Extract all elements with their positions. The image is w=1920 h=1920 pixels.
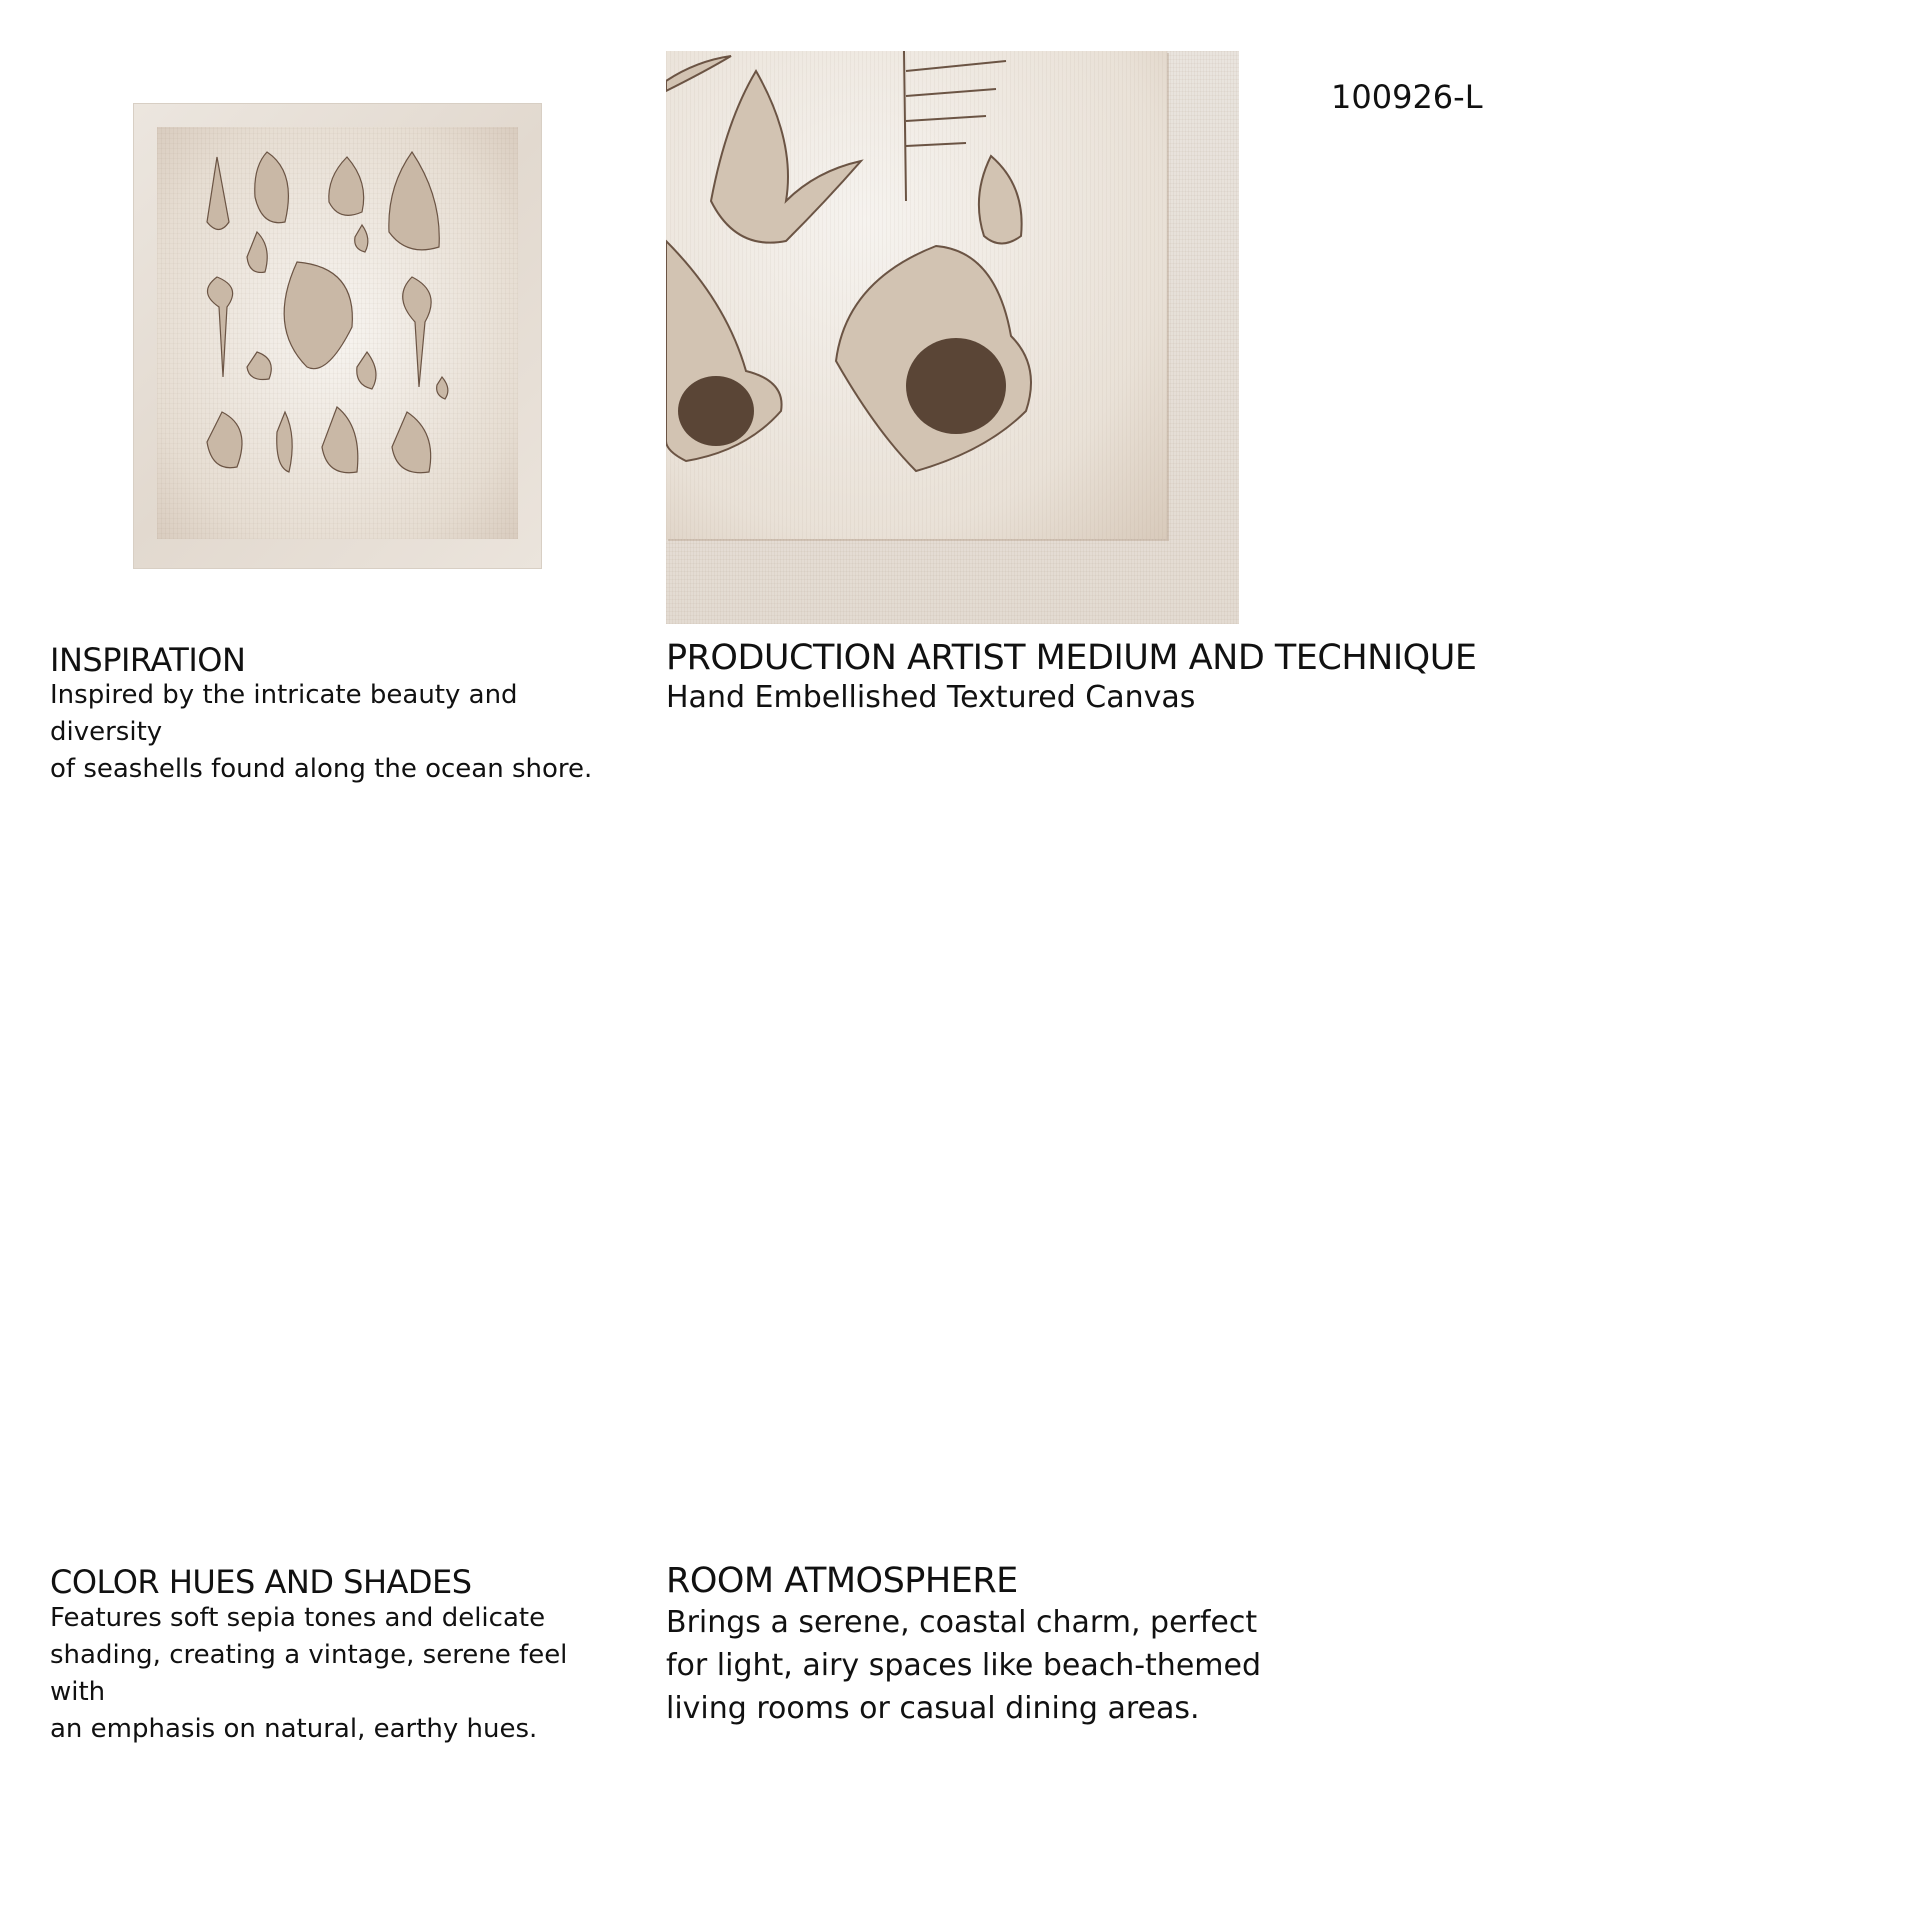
shell-small-1	[247, 232, 267, 272]
room-line: Brings a serene, coastal charm, perfect	[666, 1605, 1258, 1640]
shell-fragment-top-left	[666, 56, 731, 91]
shell-small-4	[357, 352, 376, 389]
inspiration-line: Inspired by the intricate beauty and diversity	[50, 680, 518, 747]
shell-small-2	[355, 225, 368, 252]
shell-conch-3	[329, 157, 364, 215]
shell-conch-1	[207, 157, 229, 230]
room-line: for light, airy spaces like beach-themed	[666, 1648, 1262, 1683]
shell-small-5	[437, 377, 448, 399]
shell-spiked-1	[284, 262, 352, 369]
production-heading: PRODUCTION ARTIST MEDIUM AND TECHNIQUE	[666, 638, 1477, 678]
color-text	[50, 1600, 630, 1748]
shell-conch-spiral	[711, 71, 861, 243]
shell-small-3	[247, 352, 271, 380]
color-line: Features soft sepia tones and delicate	[50, 1603, 546, 1633]
color-line: shading, creating a vintage, serene feel with	[50, 1640, 568, 1707]
production-text: Hand Embellished Textured Canvas	[666, 680, 1196, 715]
canvas-print-area	[157, 127, 518, 539]
shell-bottom-4	[392, 412, 431, 473]
shell-long-1	[207, 277, 232, 377]
room-heading: ROOM ATMOSPHERE	[666, 1561, 1018, 1601]
shell-bottom-3	[322, 407, 358, 473]
seashell-detail-illustrations	[666, 51, 1239, 624]
shell-aperture	[906, 338, 1006, 434]
product-sku: 100926-L	[1331, 78, 1483, 116]
product-detail-image	[666, 51, 1239, 624]
shell-aperture-left	[678, 376, 754, 446]
shell-murex-1	[403, 277, 431, 387]
seashell-illustrations	[157, 127, 518, 539]
shell-conch-4	[389, 152, 439, 250]
inspiration-heading: INSPIRATION	[50, 641, 246, 679]
inspiration-text	[50, 677, 630, 788]
shell-bottom-1	[207, 412, 242, 468]
shell-conch-2	[255, 152, 289, 223]
product-thumbnail-image	[133, 103, 542, 569]
color-heading: COLOR HUES AND SHADES	[50, 1563, 472, 1601]
room-line: living rooms or casual dining areas.	[666, 1691, 1200, 1726]
room-text	[666, 1601, 1266, 1730]
color-line: an emphasis on natural, earthy hues.	[50, 1714, 538, 1744]
shell-bottom-2	[277, 412, 292, 472]
inspiration-line: of seashells found along the ocean shore.	[50, 754, 593, 784]
shell-small-whelk	[979, 156, 1022, 244]
